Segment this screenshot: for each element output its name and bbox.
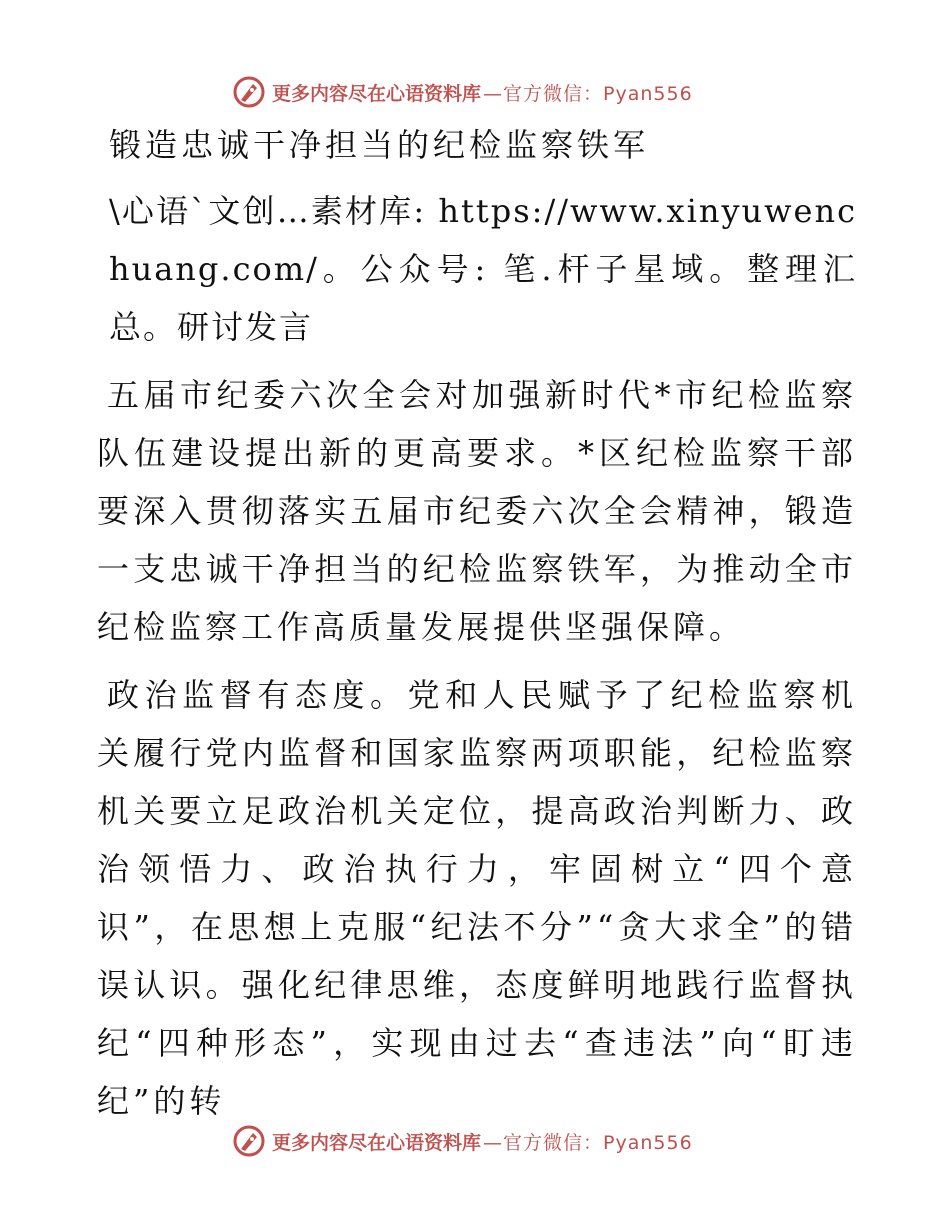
body-paragraph: 政治监督有态度。党和人民赋予了纪检监察机关履行党内监督和国家监察两项职能，纪检监察机关要立足政治机关定位，提高政治判断力、政治领悟力、政治执行力，牢固树立“四个意识”，在思想上克服“纪法不分”“贪大求全”的错误认识。强化纪律思维，态度鲜明地践行监督执纪“四种形态”，实现由过去“查违法”向“盯违纪”的转 (97, 676, 857, 1120)
document-body (97, 116, 857, 1140)
banner-main-text: 更多内容尽在心语资料库 (272, 1131, 482, 1154)
pen-nib-logo-icon (232, 1124, 266, 1158)
banner-main-text: 更多内容尽在心语资料库 (272, 82, 482, 105)
pen-nib-logo-icon (232, 75, 266, 109)
header-banner (232, 72, 712, 112)
footer-banner (232, 1121, 712, 1161)
banner-wechat-text: —官方微信：Pyan556 (483, 1131, 693, 1154)
body-paragraph: 五届市纪委六次全会对加强新时代*市纪检监察队伍建设提出新的更高要求。*区纪检监察干部要深入贯彻落实五届市纪委六次全会精神，锻造一支忠诚干净担当的纪检监察铁军，为推动全市纪检监察工作高质量发展提供坚强保障。 (97, 376, 857, 646)
banner-wechat-text: —官方微信：Pyan556 (483, 82, 693, 105)
document-title: 锻造忠诚干净担当的纪检监察铁军 (109, 126, 650, 164)
source-note: \心语`文创…素材库: https://www.xinyuwenchuang.com/。公众号: 笔.杆子星域。整理汇总。研讨发言 (109, 192, 857, 346)
